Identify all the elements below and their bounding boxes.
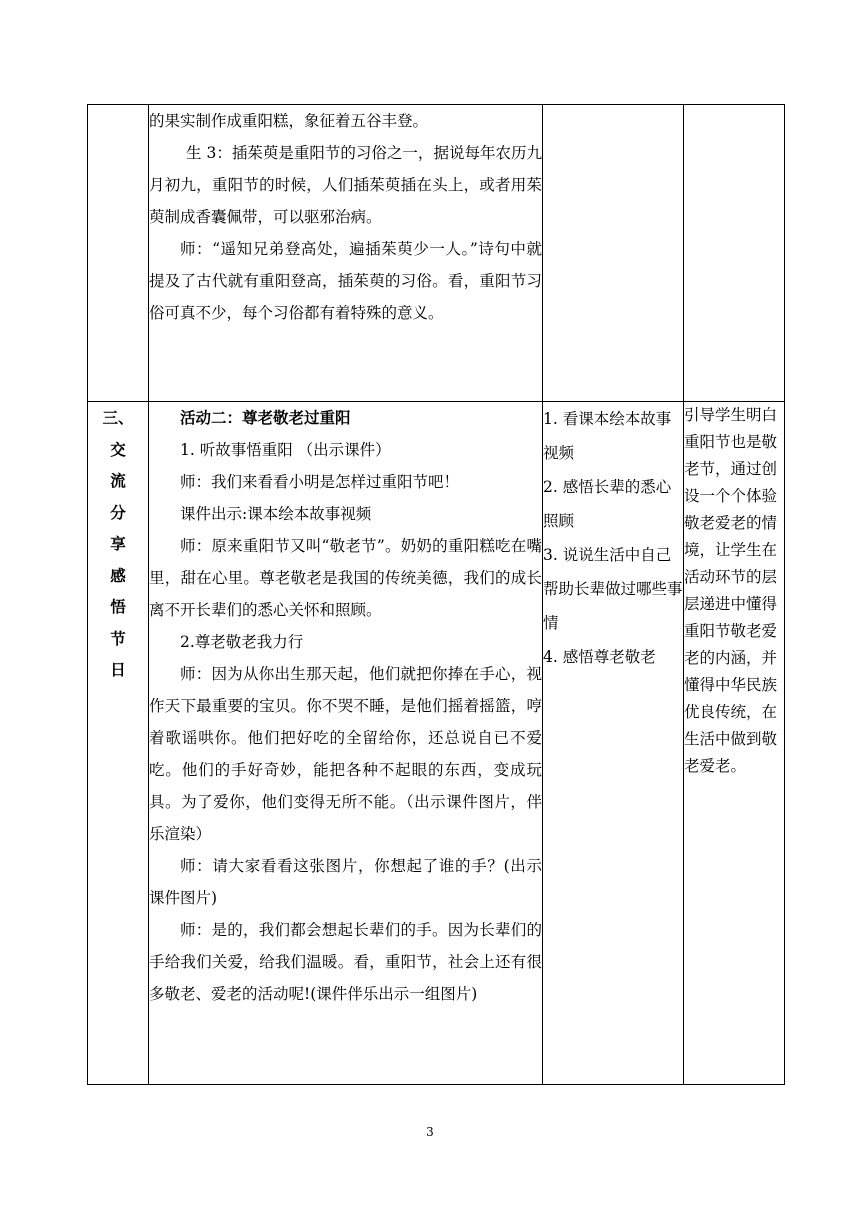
stage-char: 分 [110, 502, 126, 522]
stage-char: 日 [110, 660, 126, 679]
paragraph: 生 3：插茱萸是重阳节的习俗之一，据说每年农历九月初九，重阳节的时候，人们插茱萸插在头上，或者用茱萸制成香囊佩带，可以驱邪治病。 [149, 144, 542, 226]
stage-cell-empty [88, 105, 149, 402]
paragraph: 的果实制作成重阳糕，象征着五谷丰登。 [149, 112, 429, 130]
design-intent-cell-empty [684, 105, 785, 402]
student-activity-cell [543, 402, 684, 1085]
stage-char: 享 [110, 534, 126, 553]
student-activity-cell-empty [543, 105, 684, 402]
teaching-process-cell [149, 105, 543, 402]
student-activity-item: 2. 感悟长辈的悉心照顾 [543, 478, 672, 530]
paragraph: 师：原来重阳节又叫“敬老节”。奶奶的重阳糕吃在嘴里，甜在心里。尊老敬老是我国的传统美德，我们的成长离不开长辈们的悉心关怀和照顾。 [149, 537, 542, 619]
paragraph: 课件出示:课本绘本故事视频 [180, 505, 372, 523]
paragraph: 2.尊老敬老我力行 [180, 633, 304, 651]
table-row-continued [88, 105, 785, 402]
paragraph: 师：请大家看看这张图片，你想起了谁的手？(出示课件图片) [149, 857, 542, 907]
stage-char: 节 [110, 628, 126, 648]
stage-char: 悟 [110, 597, 126, 616]
table-row-activity-two [88, 402, 785, 1085]
page-number: 3 [426, 1125, 434, 1139]
paragraph: 1. 听故事悟重阳 （出示课件） [180, 441, 391, 459]
design-intent-cell [684, 402, 785, 1085]
stage-char: 流 [110, 471, 126, 490]
stage-title-cell [88, 402, 149, 1085]
student-activity-item: 3. 说说生活中自己帮助长辈做过哪些事情 [543, 546, 683, 632]
stage-char: 感 [110, 565, 126, 585]
stage-char: 三、 [102, 408, 134, 427]
teaching-process-cell [149, 402, 543, 1085]
lesson-plan-table [87, 104, 785, 1085]
paragraph: 师：是的，我们都会想起长辈们的手。因为长辈们的手给我们关爱，给我们温暖。看，重阳节，社会上还有很多敬老、爱老的活动呢!(课件伴乐出示一组图片) [149, 921, 542, 1003]
paragraph: 师：我们来看看小明是怎样过重阳节吧！ [180, 473, 460, 491]
paragraph: 师：“遥知兄弟登高处，遍插茱萸少一人。”诗句中就提及了古代就有重阳登高，插茱萸的习俗。看，重阳节习俗可真不少，每个习俗都有着特殊的意义。 [149, 240, 542, 322]
student-activity-item: 4. 感悟尊老敬老 [543, 648, 656, 666]
activity-heading: 活动二：尊老敬老过重阳 [180, 408, 351, 427]
student-activity-item: 1. 看课本绘本故事视频 [543, 410, 672, 462]
paragraph: 师：因为从你出生那天起，他们就把你捧在手心，视作天下最重要的宝贝。你不哭不睡，是他们摇着摇篮，哼着歌谣哄你。他们把好吃的全留给你，还总说自已不爱吃。他们的手好奇妙，能把各种不起眼的东西，变成玩具。为了爱你，他们变得无所不能。（出示课件图片，伴乐渲染） [149, 665, 542, 843]
stage-char: 交 [110, 439, 126, 459]
design-intent-text: 引导学生明白重阳节也是敬老节，通过创设一个个体验敬老爱老的情境，让学生在活动环节的层层递进中懂得重阳节敬老爱老的内涵，并懂得中华民族优良传统，在生活中做到敬老爱老。 [684, 406, 778, 775]
